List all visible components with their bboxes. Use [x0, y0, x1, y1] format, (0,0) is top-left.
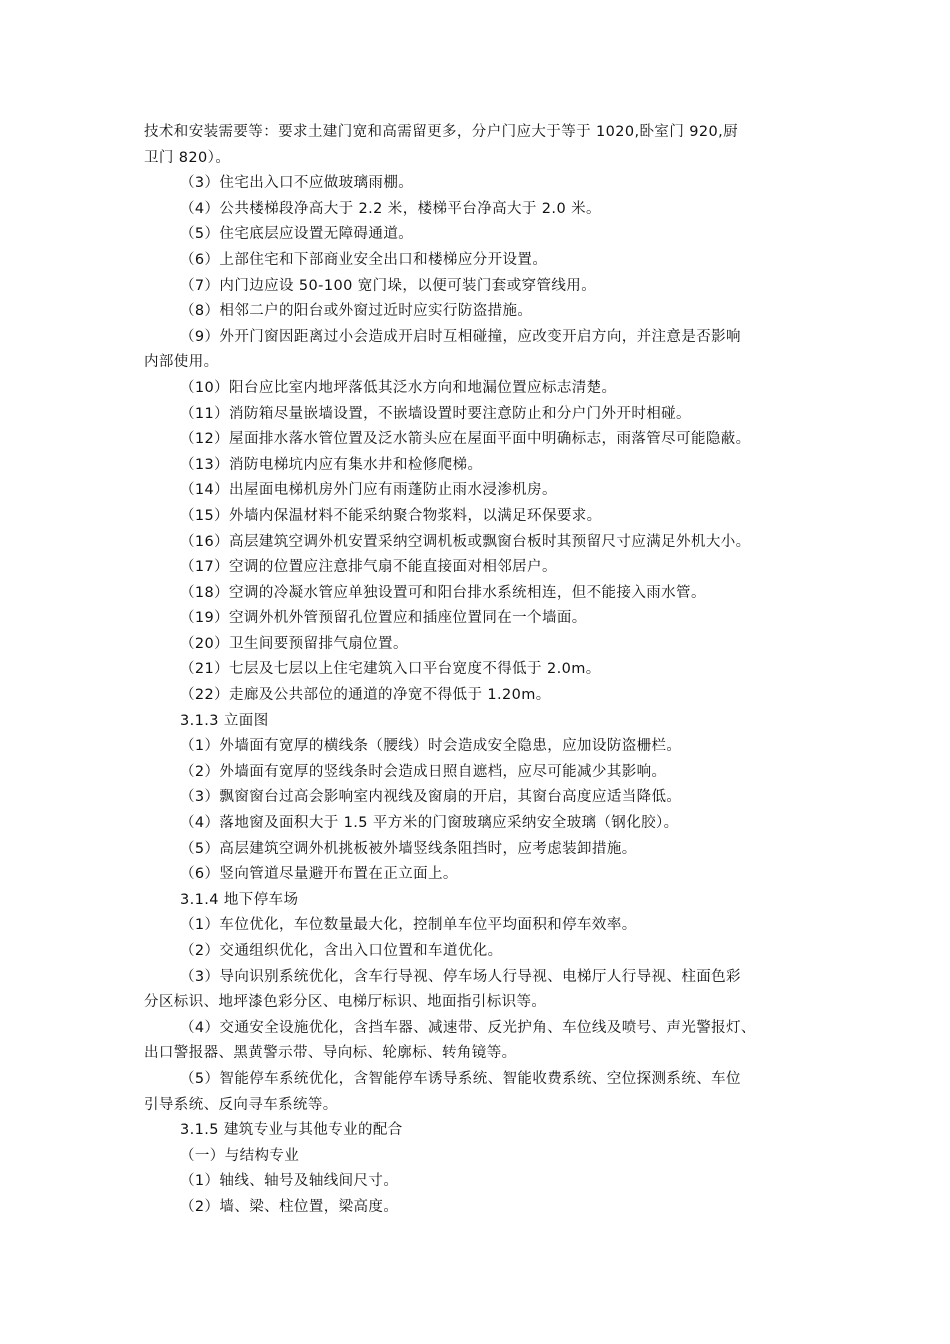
text-line: （5）高层建筑空调外机挑板被外墙竖线条阻挡时，应考虑装卸措施。	[180, 840, 637, 857]
text-line: （5）智能停车系统优化，含智能停车诱导系统、智能收费系统、空位探测系统、车位	[180, 1070, 741, 1087]
text-line: （14）出屋面电梯机房外门应有雨蓬防止雨水浸渗机房。	[180, 482, 557, 499]
text-line: （7）内门边应设 50-100 宽门垛，以便可装门套或穿管线用。	[180, 277, 597, 294]
text-line: 引导系统、反向寻车系统等。	[144, 1096, 338, 1113]
text-line: （13）消防电梯坑内应有集水井和检修爬梯。	[180, 456, 483, 473]
text-line: （1）车位优化，车位数量最大化，控制单车位平均面积和停车效率。	[180, 917, 637, 934]
text-line: （1）外墙面有宽厚的横线条（腰线）时会造成安全隐患，应加设防盗栅栏。	[180, 738, 682, 755]
text-line: （18）空调的冷凝水管应单独设置可和阳台排水系统相连，但不能接入雨水管。	[180, 584, 706, 601]
text-line: （6）竖向管道尽量避开布置在正立面上。	[180, 866, 458, 883]
text-line: （1）轴线、轴号及轴线间尺寸。	[180, 1173, 399, 1190]
text-line: 出口警报器、黑黄警示带、导向标、轮廓标、转角镜等。	[144, 1045, 517, 1062]
text-line: （17）空调的位置应注意排气扇不能直接面对相邻居户。	[180, 559, 557, 576]
text-line: （一）与结构专业	[180, 1147, 300, 1164]
document-page	[144, 120, 816, 1221]
text-line: （22）走廊及公共部位的通道的净宽不得低于 1.20m。	[180, 687, 551, 704]
text-line: （20）卫生间要预留排气扇位置。	[180, 635, 408, 652]
text-line: （6）上部住宅和下部商业安全出口和楼梯应分开设置。	[180, 251, 548, 268]
text-line: （8）相邻二户的阳台或外窗过近时应实行防盗措施。	[180, 303, 533, 320]
text-line: （5）住宅底层应设置无障碍通道。	[180, 226, 414, 243]
text-line: （4）落地窗及面积大于 1.5 平方米的门窗玻璃应采纳安全玻璃（钢化胶）。	[180, 815, 679, 832]
text-line: （12）屋面排水落水管位置及泛水箭头应在屋面平面中明确标志，雨落管尽可能隐蔽。	[180, 431, 751, 448]
text-line: （4）公共楼梯段净高大于 2.2 米，楼梯平台净高大于 2.0 米。	[180, 200, 601, 217]
text-line: （11）消防箱尽量嵌墙设置，不嵌墙设置时要注意防止和分户门外开时相碰。	[180, 405, 691, 422]
text-line: （3）住宅出入口不应做玻璃雨棚。	[180, 175, 414, 192]
text-line: （21）七层及七层以上住宅建筑入口平台宽度不得低于 2.0m。	[180, 661, 601, 678]
text-line: （19）空调外机外管预留孔位置应和插座位置同在一个墙面。	[180, 610, 587, 627]
text-line: （3）导向识别系统优化，含车行导视、停车场人行导视、电梯厅人行导视、柱面色彩	[180, 968, 741, 985]
text-line: （2）交通组织优化，含出入口位置和车道优化。	[180, 943, 503, 959]
text-line: （4）交通安全设施优化，含挡车器、减速带、反光护角、车位线及喷号、声光警报灯、	[180, 1019, 756, 1036]
text-line: 3.1.5 建筑专业与其他专业的配合	[180, 1122, 403, 1139]
text-line: 3.1.3 立面图	[180, 712, 269, 729]
text-line: 技术和安装需要等：要求土建门宽和高需留更多，分户门应大于等于 1020,卧室门 920,厨	[144, 124, 739, 140]
text-line: （16）高层建筑空调外机安置采纳空调机板或飘窗台板时其预留尺寸应满足外机大小。	[180, 533, 751, 550]
text-line: 3.1.4 地下停车场	[180, 891, 299, 908]
text-line: （2）墙、梁、柱位置，梁高度。	[180, 1198, 399, 1215]
text-line: （2）外墙面有宽厚的竖线条时会造成日照自遮档，应尽可能减少其影响。	[180, 763, 667, 780]
text-line: 内部使用。	[144, 354, 219, 371]
text-line: （3）飘窗窗台过高会影响室内视线及窗扇的开启，其窗台高度应适当降低。	[180, 789, 682, 806]
text-line: 分区标识、地坪漆色彩分区、电梯厅标识、地面指引标识等。	[144, 994, 547, 1011]
text-line: （10）阳台应比室内地坪落低其泛水方向和地漏位置应标志清楚。	[180, 379, 617, 396]
text-line: 卫门 820）。	[144, 149, 231, 166]
text-line: （9）外开门窗因距离过小会造成开启时互相碰撞，应改变开启方向，并注意是否影响	[180, 328, 741, 345]
text-line: （15）外墙内保温材料不能采纳聚合物浆料，以满足环保要求。	[180, 507, 602, 524]
